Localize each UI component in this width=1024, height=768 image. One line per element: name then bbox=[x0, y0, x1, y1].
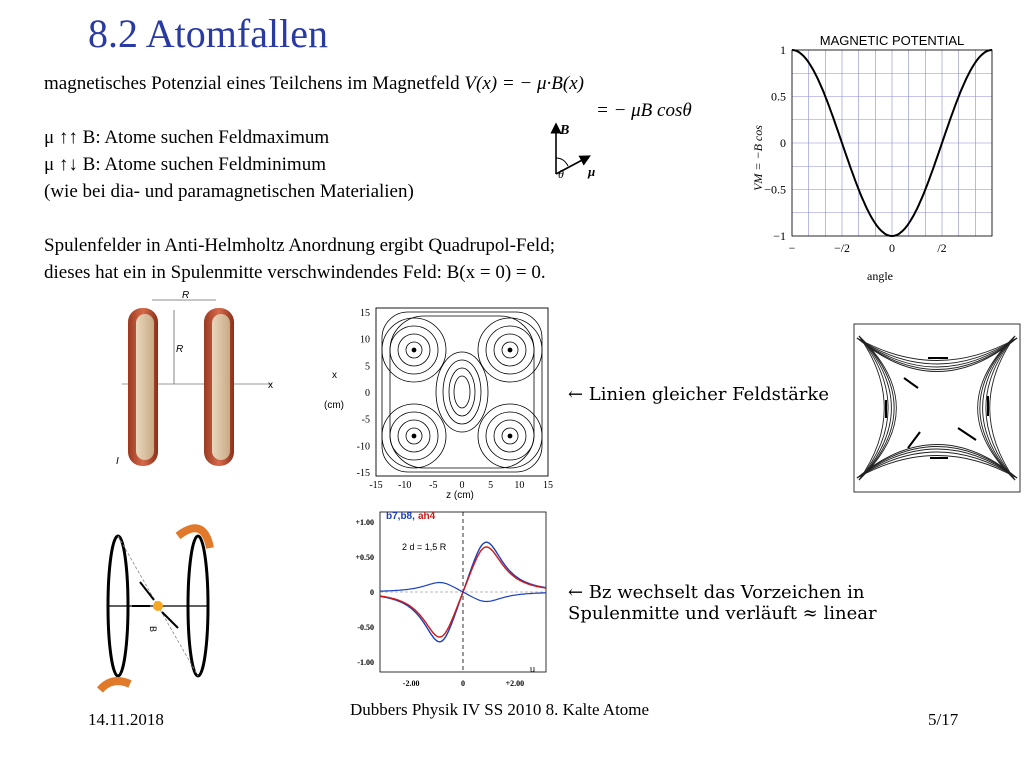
contour-frame bbox=[376, 308, 548, 476]
contour-y-tick: 10 bbox=[360, 334, 370, 346]
bz-y-tick: +1.00 bbox=[355, 518, 374, 527]
bz-x-tick: -2.00 bbox=[402, 679, 420, 688]
contour-y-ticks bbox=[357, 308, 370, 479]
annotation-bz-sign-change bbox=[568, 582, 877, 624]
bz-legend-red: ah4 bbox=[418, 511, 436, 522]
field-line bbox=[986, 336, 1015, 480]
theta-arc bbox=[556, 158, 568, 166]
bz-x-ticks bbox=[403, 679, 524, 688]
slide-title: 8.2 Atomfallen bbox=[88, 11, 328, 56]
ring-arrow bbox=[162, 612, 178, 628]
field-line bbox=[990, 336, 1015, 480]
contour-y-tick: -10 bbox=[356, 441, 370, 453]
annotation-bz-line1: ← Bz wechselt das Vorzeichen in bbox=[568, 582, 865, 603]
annotation-bz-line2: Spulenmitte und verläuft ≈ linear bbox=[568, 603, 877, 624]
bz-plot bbox=[326, 504, 552, 698]
theta-label: θ bbox=[558, 167, 564, 181]
contour-x-tick: -5 bbox=[429, 480, 438, 491]
contour-center-dot bbox=[412, 348, 416, 352]
chart-x-ticks bbox=[789, 241, 947, 255]
chart-x-tick: −/2 bbox=[833, 241, 851, 255]
field-line bbox=[859, 336, 888, 480]
potential-chart bbox=[740, 28, 1000, 290]
footer-page-number: 5/17 bbox=[928, 710, 959, 729]
annotation-equal-field-lines: ← Linien gleicher Feldstärke bbox=[568, 384, 829, 405]
contour-y-label: x bbox=[332, 370, 337, 381]
field-arrow bbox=[908, 432, 920, 448]
contour-ring-center bbox=[454, 376, 470, 408]
contour-y-tick: 5 bbox=[365, 361, 370, 373]
chart-y-tick: −0.5 bbox=[764, 182, 786, 197]
contour-y-tick: 0 bbox=[365, 388, 370, 399]
quadrupole-field-diagram bbox=[852, 322, 1022, 494]
mu-vector-label: μ bbox=[588, 164, 596, 179]
ring-diagram bbox=[92, 508, 232, 704]
contour-lines bbox=[382, 312, 542, 472]
contour-x-tick: 0 bbox=[459, 480, 465, 491]
chart-y-tick: 1 bbox=[780, 43, 786, 57]
bz-x-label: u bbox=[530, 664, 536, 674]
chart-x-tick: /2 bbox=[937, 241, 947, 255]
contour-x-tick: 5 bbox=[488, 480, 494, 491]
chart-y-tick: 0 bbox=[780, 136, 786, 150]
bz-x-tick: 0 bbox=[461, 679, 465, 688]
bz-x-tick: +2.00 bbox=[505, 679, 525, 688]
ring-b-label: B bbox=[148, 626, 158, 633]
field-line bbox=[859, 336, 884, 480]
coil-r-label-side: R bbox=[176, 344, 184, 355]
chart-x-tick: − bbox=[788, 241, 796, 255]
chart-y-label: VM = −B cos bbox=[751, 125, 765, 191]
contour-y-tick: 15 bbox=[360, 308, 370, 319]
contour-x-label: z (cm) bbox=[446, 490, 474, 500]
chart-title: MAGNETIC POTENTIAL bbox=[819, 33, 965, 48]
bz-y-tick: -1.00 bbox=[357, 658, 374, 667]
bz-y-tick: +0.50 bbox=[355, 553, 374, 562]
bz-y-ticks bbox=[355, 518, 374, 667]
text-potential-intro: magnetisches Potenzial eines Teilchens im Magnetfeld bbox=[44, 73, 465, 94]
contour-ring-center bbox=[436, 352, 488, 432]
contour-ring-center bbox=[449, 368, 475, 416]
chart-y-tick: 0.5 bbox=[771, 89, 786, 104]
contour-center-dot bbox=[508, 434, 512, 438]
bz-legend-blue: b7,b8, bbox=[386, 511, 415, 522]
contour-y-tick: -15 bbox=[356, 468, 370, 479]
text-anti-helmholtz: Spulenfelder in Anti-Helmholtz Anordnung ergibt Quadrupol-Feld; bbox=[44, 235, 555, 256]
field-arrow bbox=[904, 378, 918, 388]
contour-y-tick: -5 bbox=[361, 414, 370, 426]
contour-plot bbox=[320, 298, 556, 500]
text-parallel: μ ↑↑ B: Atome suchen Feldmaximum bbox=[44, 127, 330, 148]
ring-center-atom bbox=[153, 601, 163, 611]
contour-outer bbox=[390, 316, 534, 468]
vector-diagram bbox=[540, 114, 610, 190]
chart-x-tick: 0 bbox=[889, 241, 895, 255]
footer-date: 14.11.2018 bbox=[88, 710, 164, 729]
text-antiparallel: μ ↑↓ B: Atome suchen Feldminimum bbox=[44, 154, 326, 175]
formula-cos: = − μB cosθ bbox=[596, 100, 692, 121]
coil-right-inner bbox=[212, 314, 230, 460]
text-zero-field: dieses hat ein in Spulenmitte verschwindendes Feld: B(x = 0) = 0. bbox=[44, 262, 546, 283]
chart-y-tick: −1 bbox=[773, 229, 786, 243]
ring-current-arrow-bottom bbox=[100, 681, 130, 690]
formula-potential: V(x) = − μ·B(x) bbox=[464, 73, 584, 94]
quadrupole-arrows bbox=[886, 358, 988, 458]
coil-current-label: I bbox=[116, 456, 119, 467]
bz-y-tick: 0 bbox=[370, 588, 374, 597]
coil-axis-label: x bbox=[268, 380, 273, 391]
contour-x-tick: -15 bbox=[369, 480, 383, 491]
coil-diagram bbox=[112, 288, 290, 474]
ring-arrow bbox=[140, 582, 154, 600]
b-vector-label: B bbox=[560, 123, 570, 138]
contour-x-tick: 15 bbox=[543, 480, 553, 491]
text-dia-para: (wie bei dia- und paramagnetischen Materialien) bbox=[44, 181, 414, 202]
contour-y-unit: (cm) bbox=[324, 400, 344, 411]
coil-r-label-top: R bbox=[182, 290, 190, 301]
footer-course: Dubbers Physik IV SS 2010 8. Kalte Atome bbox=[350, 700, 650, 719]
contour-x-tick: 10 bbox=[514, 480, 525, 491]
coil-left-inner bbox=[136, 314, 154, 460]
chart-grid bbox=[792, 50, 992, 236]
field-arrow bbox=[958, 428, 976, 440]
bz-y-tick: -0.50 bbox=[357, 623, 374, 632]
quadrupole-frame bbox=[854, 324, 1020, 492]
chart-y-ticks bbox=[764, 43, 786, 243]
contour-center-dot bbox=[412, 434, 416, 438]
chart-x-label: angle bbox=[867, 269, 893, 283]
text-line-potential bbox=[44, 70, 584, 97]
bz-annotation: 2 d = 1,5 R bbox=[402, 542, 447, 552]
contour-x-tick: -10 bbox=[397, 480, 412, 491]
contour-center-dot bbox=[508, 348, 512, 352]
